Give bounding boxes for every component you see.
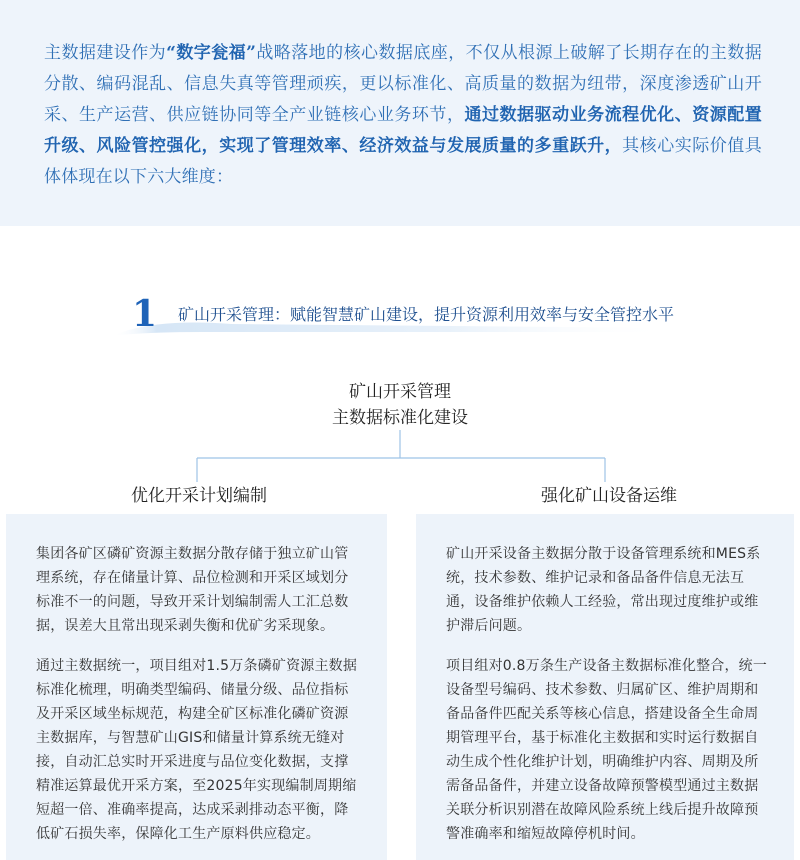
intro-text-2: 战略落地的核心数据底座，不仅从根源上破解了长期存在的主数据分散、编码混乱、信息失真等管理顽疾，更以标准化、高质量的数据为纽带，深度渗透矿山开采、生产运营、供应链协同等全产业链核心业务环节，	[44, 43, 762, 125]
left-card-para-1: 集团各矿区磷矿资源主数据分散存储于独立矿山管理系统，存在储量计算、品位检测和开采区域划分标准不一的问题，导致开采计划编制需人工汇总数据，误差大且常出现采剥失衡和优矿劣采现象。	[36, 546, 349, 634]
section-header	[112, 294, 712, 340]
right-branch-title: 强化矿山设备运维	[541, 486, 677, 506]
right-card-para-2: 项目组对0.8万条生产设备主数据标准化整合，统一设备型号编码、技术参数、归属矿区、维护周期和备品备件匹配关系等核心信息，搭建设备全生命周期管理平台，基于标准化主数据和实时运行数据自动生成个性化维护计划，明确维护内容、周期及所需备品备件，并建立设备故障预警模型通过主数据关联分析识别潜在故障风险系统上线后提升故障预警准确率和缩短故障停机时间。	[446, 658, 768, 842]
intro-paragraph	[44, 38, 762, 193]
tree-root-line1: 矿山开采管理	[349, 382, 451, 402]
intro-highlight-2: 通过数据驱动业务流程优化、资源配置升级、风险管控强化，实现了管理效率、经济效益与发展质量的多重跃升，	[44, 105, 762, 156]
section-number: 1	[132, 293, 158, 335]
tree-root-line2: 主数据标准化建设	[332, 408, 468, 428]
intro-text-3: 其核心实际价值具体体现在以下六大维度：	[44, 136, 762, 187]
right-card-para-1: 矿山开采设备主数据分散于设备管理系统和MES系统，技术参数、维护记录和备品备件信息无法互通，设备维护依赖人工经验，常出现过度维护或维护滞后问题。	[446, 546, 761, 634]
right-card	[416, 514, 794, 860]
left-card	[6, 514, 387, 860]
tree-connector	[0, 430, 800, 490]
section-title: 矿山开采管理：赋能智慧矿山建设，提升资源利用效率与安全管控水平	[178, 305, 675, 324]
left-card-para-2: 通过主数据统一，项目组对1.5万条磷矿资源主数据标准化梳理，明确类型编码、储量分级、品位指标及开采区域坐标规范，构建全矿区标准化磷矿资源主数据库，与智慧矿山GIS和储量计算系统无缝对接，自动汇总实时开采进度与品位变化数据，支撑精准运算最优开采方案，至2025年实现编制周期缩短超一倍、准确率提高，达成采剥排动态平衡，降低矿石损失率，保障化工生产原料供应稳定。	[36, 658, 358, 842]
intro-highlight-1: “数字瓮福”	[166, 43, 257, 63]
intro-panel	[0, 0, 800, 226]
left-branch-title: 优化开采计划编制	[131, 486, 267, 506]
intro-text-1: 主数据建设作为	[44, 43, 167, 63]
